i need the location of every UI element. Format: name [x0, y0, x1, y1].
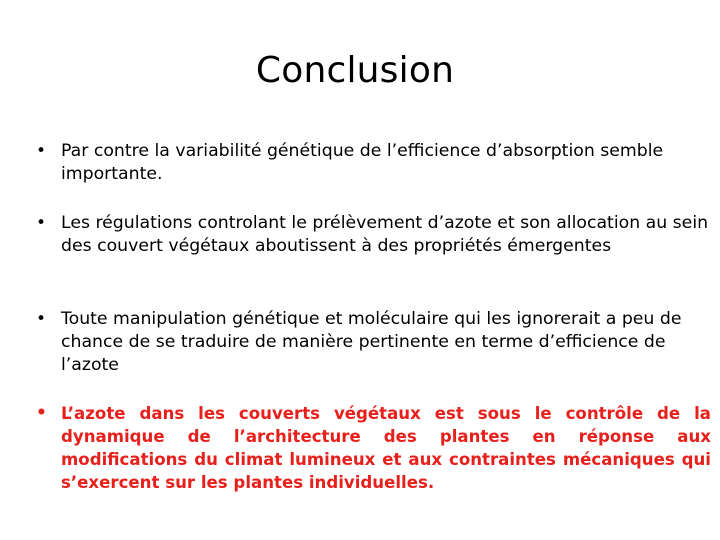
bullet-item-4-highlighted — [36, 402, 711, 494]
bullet-item-2 — [36, 212, 711, 258]
bullet-marker: • — [36, 309, 47, 329]
bullet-marker: • — [36, 213, 47, 233]
bullet-item-1 — [36, 140, 711, 186]
bullet-text: L’azote dans les couverts végétaux est sous le contrôle de la dynamique de l’architecture des plantes en réponse aux modifications du climat lumineux et aux contraintes mécaniques qui s’exercent sur les plantes individuelles. — [61, 404, 711, 492]
slide-title: Conclusion — [255, 50, 455, 91]
bullet-text: Par contre la variabilité génétique de l’efficience d’absorption semble importante. — [61, 141, 664, 184]
bullet-marker: • — [36, 403, 47, 423]
bullet-text: Toute manipulation génétique et moléculaire qui les ignorerait a peu de chance de se traduire de manière pertinente en terme d’efficience de l’azote — [61, 309, 682, 375]
bullet-marker: • — [36, 141, 47, 161]
bullet-text: Les régulations controlant le prélèvement d’azote et son allocation au sein des couvert végétaux aboutissent à des propriétés émergentes — [61, 213, 709, 256]
bullet-item-3 — [36, 308, 711, 377]
